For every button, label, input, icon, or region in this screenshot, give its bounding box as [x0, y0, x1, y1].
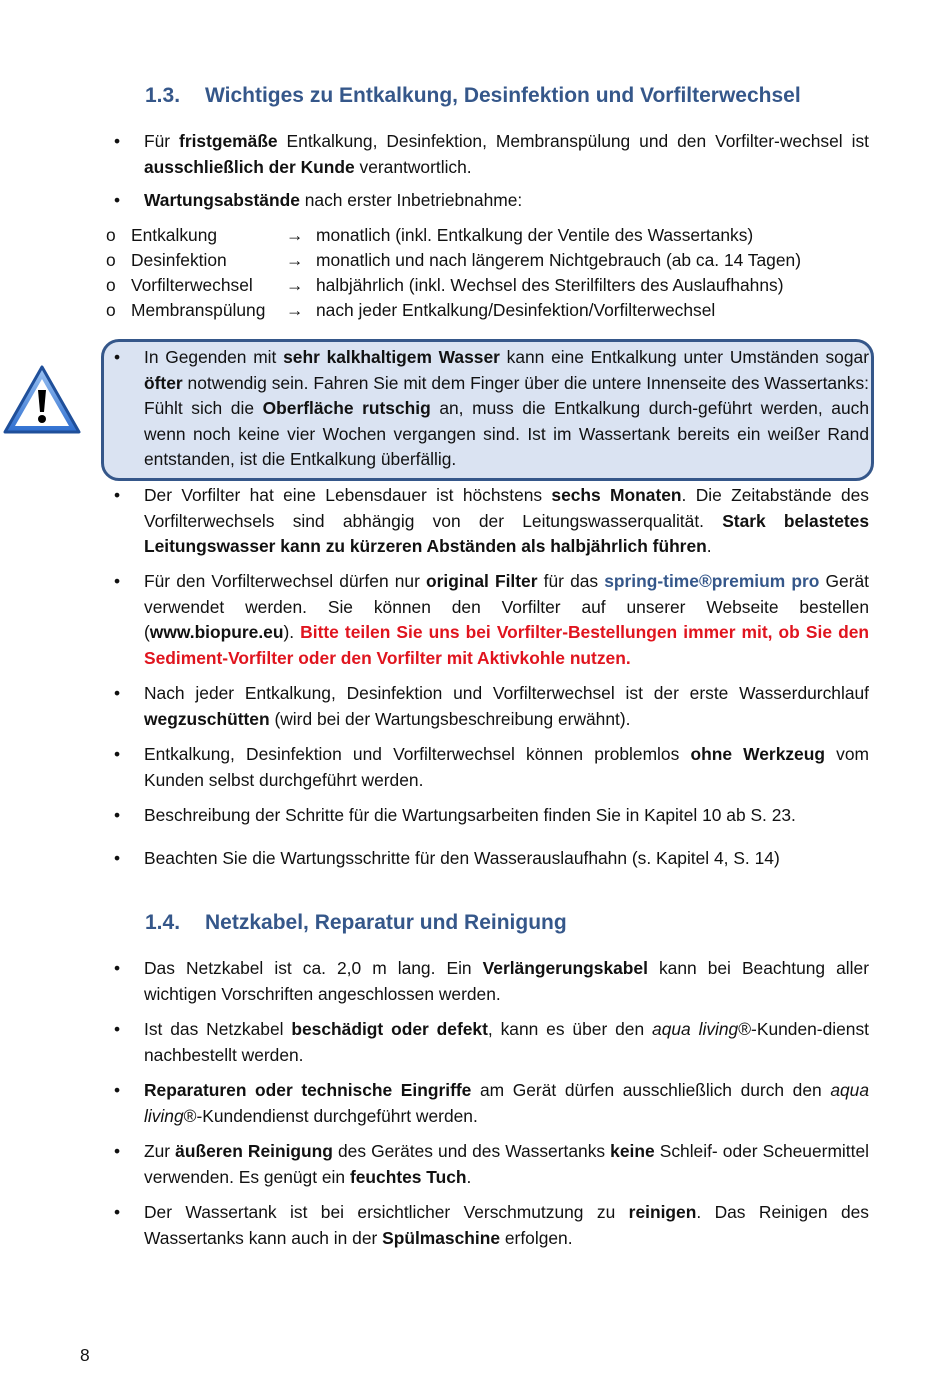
text-run: vom Kunden selbst durchgeführt werden. [144, 744, 869, 790]
subitem-membranspuelung [106, 298, 715, 324]
bold-run: sechs Monaten [551, 485, 682, 505]
subitem-text: monatlich und nach längerem Nichtgebrauch (ab ca. 14 Tagen) [316, 250, 801, 270]
bold-run: original Filter [426, 571, 538, 591]
text-run: am Gerät dürfen ausschließlich durch den [471, 1080, 831, 1100]
sub-marker: o [106, 250, 116, 270]
text-run: , kann es über den [487, 1019, 653, 1039]
arrow-right-icon: → [286, 300, 304, 320]
section-number: 1.3. [145, 84, 181, 107]
text-run: Entkalkung, Desinfektion und Vorfilterwechsel können problemlos [144, 744, 691, 764]
text-run: des Gerätes und des Wassertanks [332, 1141, 611, 1161]
bold-run: Reparaturen oder technische Eingriffe [144, 1080, 472, 1100]
text-run: Gerät verwendet werden. Sie können den Vorfilter auf unserer Webseite bestellen ( [144, 571, 869, 642]
bold-run: feuchtes Tuch [349, 1166, 467, 1187]
brand-name: aqua living [652, 1019, 739, 1039]
bullet-maintenance-steps: • Beschreibung der Schritte für die Wartungsarbeiten finden Sie in Kapitel 10 ab S. 23. [144, 803, 869, 829]
bullet-original-filter [144, 569, 869, 671]
bold-run: wegzuschütten [144, 708, 270, 729]
text-run: notwendig sein. Fahren Sie mit dem Finger über die untere Innenseite des Wassertanks: Fühlt sich die [144, 372, 869, 418]
bold-run: sehr kalkhaltigem Wasser [283, 347, 500, 367]
section-heading-1-4 [145, 911, 567, 935]
text-run: Der Vorfilter hat eine Lebensdauer ist höchstens [144, 485, 552, 505]
subitem-name: Entkalkung [131, 225, 218, 245]
bold-run: fristgemäße [179, 131, 278, 151]
text-run: Das Netzkabel ist ca. 2,0 m lang. Ein [144, 958, 483, 978]
text-run: Entkalkung, Desinfektion, Membranspülung und den Vorfilter-wechsel ist [277, 131, 869, 151]
website-link[interactable]: www.biopure.eu [149, 622, 284, 642]
arrow-right-icon: → [286, 250, 304, 270]
text-run: . [706, 536, 712, 556]
text-run: (wird bei der Wartungsbeschreibung erwähnt). [269, 708, 631, 729]
bold-run: Oberfläche rutschig [262, 398, 431, 418]
bullet-no-tools [144, 742, 869, 793]
bullet-tank-cleaning [144, 1200, 869, 1251]
subitem-text: halbjährlich (inkl. Wechsel des Sterilfilters des Auslaufhahns) [316, 275, 784, 295]
bold-run: reinigen [628, 1202, 697, 1222]
text-run: erfolgen. [500, 1227, 573, 1248]
bullet-cleaning [144, 1139, 869, 1190]
bullet-maintenance-intervals [144, 188, 869, 214]
sub-marker: o [106, 225, 116, 245]
text-run: . Das Reinigen des Wassertanks kann auch in der [144, 1202, 869, 1248]
arrow-right-icon: → [286, 225, 304, 245]
sub-marker: o [106, 300, 116, 320]
subitem-text: monatlich (inkl. Entkalkung der Ventile des Wassertanks) [316, 225, 754, 245]
bullet-tap-steps: • Beachten Sie die Wartungsschritte für den Wasserauslaufhahn (s. Kapitel 4, S. 14) [144, 846, 869, 872]
bold-run: öfter [144, 372, 183, 393]
text-run: an, muss die Entkalkung durch-geführt werden, auch wenn noch keine vier Wochen vergangen sind. Ist im Wassertank bereits ein weißer Rand entstanden, ist die Entkalkung überfällig. [144, 398, 869, 469]
text-run: In Gegenden mit [144, 347, 284, 367]
subitem-entkalkung [106, 223, 753, 249]
bold-run: beschädigt oder defekt [291, 1019, 488, 1039]
bold-run: Stark belastetes Leitungswasser kann zu kürzeren Abständen als halbjährlich führen [144, 510, 869, 556]
text-run: kann eine Entkalkung unter Umständen sogar [499, 347, 869, 367]
text-run: verantwortlich. [354, 156, 472, 177]
text-run: Der Wassertank ist bei ersichtlicher Verschmutzung zu [144, 1202, 629, 1222]
text-run: für das [537, 571, 605, 591]
bullet-prefilter-lifetime [144, 483, 869, 560]
bold-run: ohne Werkzeug [690, 744, 825, 764]
bold-run: Wartungsabstände [144, 190, 300, 210]
bullet-damaged-cable [144, 1017, 869, 1068]
subitem-desinfektion [106, 248, 801, 274]
subitem-name: Membranspülung [131, 300, 266, 320]
warning-triangle-icon [2, 364, 82, 436]
text-run: Zur [144, 1141, 176, 1161]
text-run: kann bei Beachtung aller wichtigen Vorschriften angeschlossen werden. [144, 958, 869, 1004]
bold-run: keine [610, 1141, 655, 1161]
text-run: ). [283, 622, 301, 642]
product-name: spring-time®premium pro [604, 571, 820, 591]
bold-run: ausschließlich der Kunde [144, 156, 355, 177]
text-run: Schleif- oder Scheuermittel verwenden. Es genügt ein [144, 1141, 869, 1187]
bold-run: Verlängerungskabel [482, 958, 648, 978]
arrow-right-icon: → [286, 275, 304, 295]
bold-run: äußeren Reinigung [175, 1141, 333, 1161]
bullet-repairs [144, 1078, 869, 1129]
section-heading-1-3 [145, 84, 801, 108]
bullet-power-cable [144, 956, 869, 1007]
text-run: . Die Zeitabstände des Vorfilterwechsels sind abhängig von der Leitungswasserqualität. [144, 485, 869, 531]
page-number: 8 [80, 1345, 90, 1365]
text-run: nach erster Inbetriebnahme: [299, 190, 523, 210]
text-run: Ist das Netzkabel [144, 1019, 292, 1039]
bold-run: Spülmaschine [382, 1227, 501, 1248]
text-run: Für [144, 131, 180, 151]
subitem-vorfilterwechsel [106, 273, 784, 299]
section-title: Wichtiges zu Entkalkung, Desinfektion und Vorfilterwechsel [205, 84, 801, 107]
brand-name: aqua living [144, 1080, 869, 1126]
subitem-name: Vorfilterwechsel [131, 275, 253, 295]
sub-marker: o [106, 275, 116, 295]
text-run: Für den Vorfilterwechsel dürfen nur [144, 571, 427, 591]
text-run: Nach jeder Entkalkung, Desinfektion und Vorfilterwechsel ist der erste Wasserdurchlauf [144, 683, 869, 703]
subitem-text: nach jeder Entkalkung/Desinfektion/Vorfilterwechsel [316, 300, 716, 320]
red-notice: Bitte teilen Sie uns bei Vorfilter-Bestellungen immer mit, ob Sie den Sediment-Vorfilter oder den Vorfilter mit Aktivkohle nutzen. [144, 622, 869, 668]
text-run: ®-Kundendienst durchgeführt werden. [183, 1105, 478, 1126]
text-run: ®-Kunden-dienst nachbestellt werden. [144, 1019, 869, 1065]
subitem-name: Desinfektion [131, 250, 227, 270]
bullet-responsibility [144, 129, 869, 180]
text-run: . [466, 1166, 472, 1187]
section-title: Netzkabel, Reparatur und Reinigung [205, 911, 567, 934]
bullet-first-water [144, 681, 869, 732]
bullet-warning-hard-water [144, 345, 869, 473]
section-number: 1.4. [145, 911, 181, 934]
